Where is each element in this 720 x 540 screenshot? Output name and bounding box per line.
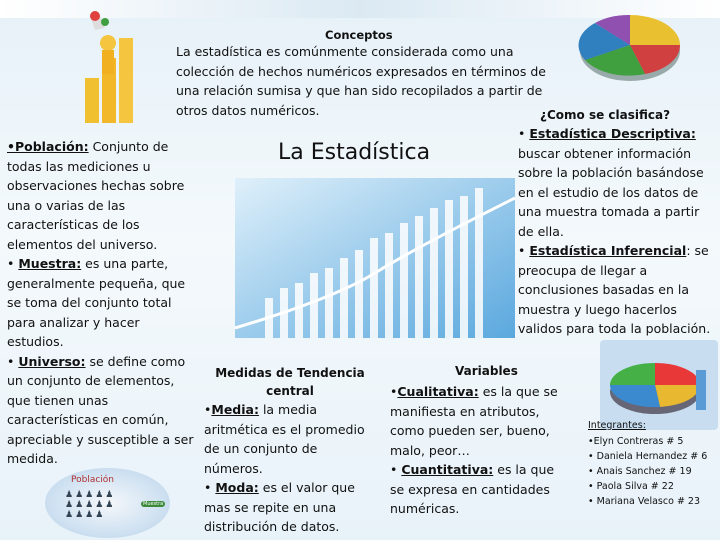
concepts-title: Conceptos xyxy=(325,28,393,42)
inferencial-text: : se preocupa de llegar a conclusiones basadas en la muestra y luego hacerlos validos para toda la población. xyxy=(518,243,711,336)
media-term: Media: xyxy=(211,402,259,417)
moda-text: es el valor que mas se repite en una distribución de datos. xyxy=(204,480,355,534)
muestra-term: Muestra: xyxy=(18,256,82,271)
member-item: • Paola Silva # 22 xyxy=(588,481,674,492)
poblacion-term: •Población: xyxy=(7,139,89,154)
poblacion-label: Población xyxy=(71,475,115,485)
bar-chart-figure-icon xyxy=(60,8,160,128)
descriptiva-term: Estadística Descriptiva: xyxy=(529,126,696,141)
concepts-text: La estadística es comúnmente considerada como una colección de hechos numéricos expresados en términos de una relación sumisa y que han sido recopilados a partir de otros datos numéricos. xyxy=(176,44,546,118)
integrantes-list xyxy=(588,434,718,509)
poblacion-image xyxy=(45,468,170,538)
cuantitativa-term: Cuantitativa: xyxy=(401,462,494,477)
medidas-definitions: •Media: la media aritmética es el promedio de un conjunto de números. • Moda: es el valor que mas se repite en una distribución de datos. xyxy=(204,402,365,534)
cualitativa-text: es la que se manifiesta en atributos, como pueden ser, bueno, malo, peor… xyxy=(390,384,558,458)
universo-term: Universo: xyxy=(18,353,86,369)
variables-definitions: •Cualitativa: es la que se manifiesta en atributos, como pueden ser, bueno, malo, peor… • Cuantitativa: es la que se expresa en cantidades numéricas. xyxy=(390,384,558,516)
pie-chart-icon xyxy=(575,5,685,85)
left-definitions: •Población: Conjunto de todas las mediciones u observaciones hechas sobre una o varias de las características de los elementos del universo. • Muestra: es una parte, generalmente pequeña, que se toma del conjunto total para analizar y hacer estudios. • Universo: se define como un conjunto de elementos, que tienen unas características en común, apreciable y susceptible a ser medida. xyxy=(7,139,194,466)
member-item: • Daniela Hernandez # 6 xyxy=(588,451,708,462)
moda-term: Moda: xyxy=(215,480,259,495)
page-title: La Estadística xyxy=(278,140,431,165)
descriptiva-text: buscar obtener información sobre la población basándose en el estudio de los datos de una muestra tomada a partir de ella. xyxy=(518,145,704,239)
right-title: ¿Como se clasifica? xyxy=(540,108,671,122)
muestra-text: es una parte, generalmente pequeña, que se toma del conjunto total para analizar y hacer estudios. xyxy=(7,256,186,349)
muestra-label: Muestra xyxy=(143,501,164,507)
inferencial-term: Estadística Inferencial xyxy=(529,243,687,258)
growth-graph-image xyxy=(235,178,515,338)
medidas-title: Medidas de Tendencia central xyxy=(215,366,365,398)
variables-title: Variables xyxy=(455,364,518,378)
universo-text: se define como un conjunto de elementos, que tienen unas características en común, apreciable y susceptible a ser medida. xyxy=(7,353,194,466)
integrantes-title: Integrantes: xyxy=(588,420,646,431)
media-text: la media aritmética es el promedio de un conjunto de números. xyxy=(204,402,365,476)
member-item: • Mariana Velasco # 23 xyxy=(588,496,701,507)
cualitativa-term: Cualitativa: xyxy=(397,384,479,399)
member-item: •Elyn Contreras # 5 xyxy=(588,436,684,447)
people-icon: ♟♟♟♟♟ ♟♟♟♟♟ ♟♟♟♟ xyxy=(65,490,116,520)
poblacion-text: Conjunto de todas las mediciones u observaciones hechas sobre una o varias de las características de los elementos del universo. xyxy=(7,139,185,252)
cuantitativa-text: es la que se expresa en cantidades numéricas. xyxy=(390,462,555,516)
pie-3d-image xyxy=(600,340,718,430)
member-item: • Anais Sanchez # 19 xyxy=(588,466,692,477)
right-definitions: • Estadística Descriptiva: buscar obtener información sobre la población basándose en el estudio de los datos de una muestra tomada a partir de ella. • Estadística Inferencial: se preocupa de llegar a conclusiones basadas en la muestra y luego hacerlos validos para toda la población. xyxy=(518,126,711,336)
